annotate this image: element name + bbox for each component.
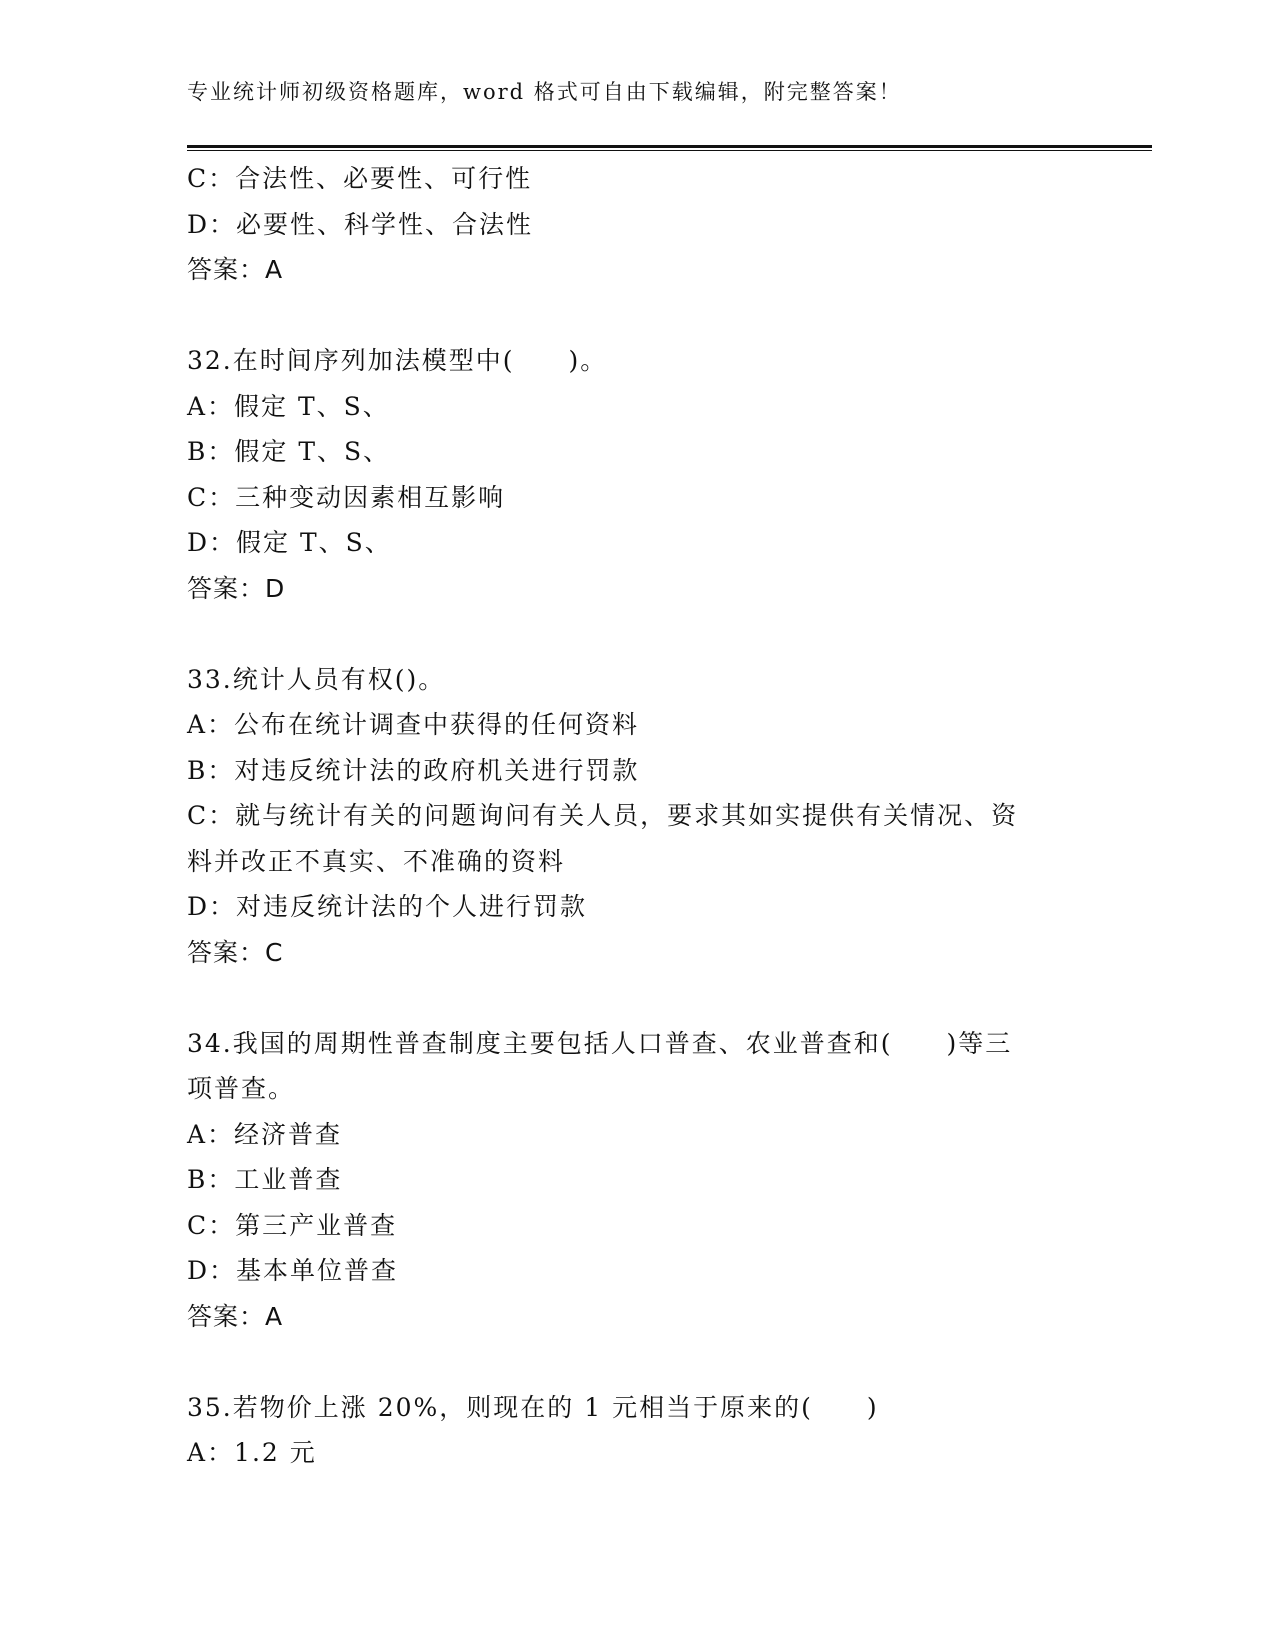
text-line: A：1.2 元 [187,1438,317,1467]
spacer [187,1339,1087,1385]
text-line: 33.统计人员有权()。 [187,664,446,694]
spacer [187,975,1087,1021]
text-line: D：基本单位普查 [187,1256,399,1285]
header-divider-thin [187,150,1152,151]
answer-line: 答案：A [187,1301,284,1331]
text-line: B：假定 T、S、 [187,437,391,466]
text-line: A：假定 T、S、 [187,391,390,421]
text-line: D：假定 T、S、 [187,528,392,557]
text-line: B：对违反统计法的政府机关进行罚款 [187,755,640,785]
text-line: A：公布在统计调查中获得的任何资料 [187,710,640,739]
header-divider-thick [187,145,1152,148]
text-line: C：合法性、必要性、可行性 [187,164,533,193]
text-line: 34.我国的周期性普查制度主要包括人口普查、农业普查和( )等三 [187,1028,1013,1058]
spacer [187,611,1087,657]
text-line: C：三种变动因素相互影响 [187,482,506,512]
text-line: 35.若物价上涨 20%，则现在的 1 元相当于原来的( ) [187,1392,879,1422]
text-line: D：对违反统计法的个人进行罚款 [187,892,588,921]
text-line: B：工业普查 [187,1165,343,1194]
answer-line: 答案：D [187,573,286,603]
answer-line: 答案：A [187,255,284,284]
question-list [187,156,1087,1476]
page-header: 专业统计师初级资格题库，word 格式可自由下载编辑，附完整答案！ [187,80,902,104]
text-line: C：第三产业普查 [187,1210,398,1240]
text-line: 32.在时间序列加法模型中( )。 [187,346,608,375]
text-line: D：必要性、科学性、合法性 [187,209,534,239]
text-line: C：就与统计有关的问题询问有关人员，要求其如实提供有关情况、资 [187,801,1019,830]
text-line: 料并改正不真实、不准确的资料 [187,846,566,876]
answer-line: 答案：C [187,937,284,967]
spacer [187,293,1087,339]
text-line: A：经济普查 [187,1119,343,1149]
text-line: 项普查。 [187,1074,296,1103]
